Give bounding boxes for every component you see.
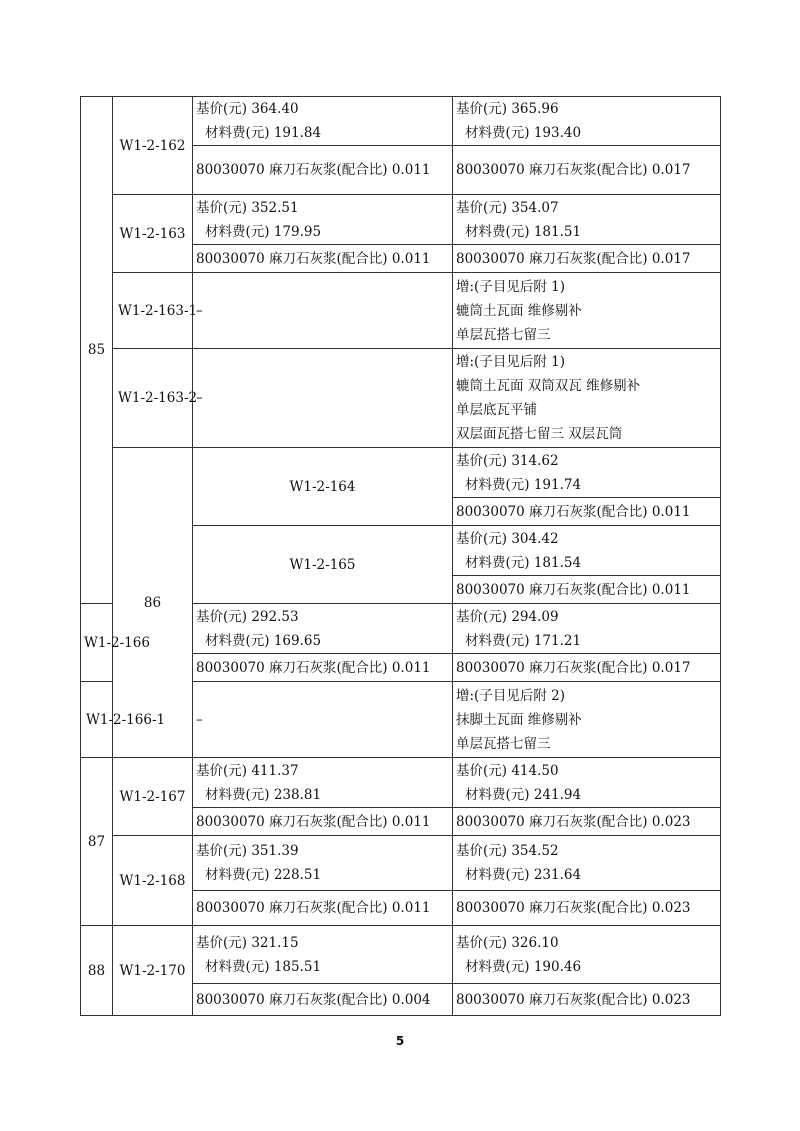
material-cost: 材料费(元) 231.64 bbox=[465, 867, 582, 883]
material-cost: 材料费(元) 190.46 bbox=[465, 958, 582, 975]
mix-label: 80030070 麻刀石灰浆(配合比) bbox=[196, 250, 388, 267]
note-line: 单层底瓦平铺 bbox=[456, 402, 537, 418]
mix-qty: 0.023 bbox=[651, 900, 691, 916]
base-price: 基价(元) 304.42 bbox=[456, 530, 559, 547]
new-price-cell bbox=[453, 836, 721, 891]
base-price: 基价(元) 321.15 bbox=[196, 934, 299, 951]
new-price-cell bbox=[453, 758, 721, 808]
item-code: W1-2-163-2 bbox=[113, 349, 193, 448]
material-cost: 材料费(元) 193.40 bbox=[465, 125, 582, 141]
group-number: 85 bbox=[81, 97, 113, 604]
mix-qty: 0.011 bbox=[391, 162, 431, 178]
material-cost: 材料费(元) 185.51 bbox=[205, 958, 322, 975]
mix-qty: 0.011 bbox=[651, 581, 691, 598]
old-empty-cell: – bbox=[193, 273, 453, 349]
mix-label: 80030070 麻刀石灰浆(配合比) bbox=[456, 503, 648, 520]
mix-qty: 0.023 bbox=[651, 991, 691, 1008]
note-line: 单层瓦搭七留三 bbox=[456, 326, 551, 343]
old-mix-cell bbox=[193, 245, 453, 273]
group-number: 88 bbox=[81, 926, 113, 1016]
base-price: 基价(元) 414.50 bbox=[456, 762, 559, 779]
note-line: 双层面瓦搭七留三 双层瓦筒 bbox=[456, 426, 623, 442]
note-line: 增:(子目见后附 1) bbox=[456, 354, 565, 370]
mix-label: 80030070 麻刀石灰浆(配合比) bbox=[456, 900, 648, 916]
note-line: 辘筒土瓦面 维修剔补 bbox=[456, 302, 582, 319]
old-mix-cell bbox=[453, 576, 721, 604]
base-price: 基价(元) 354.07 bbox=[456, 199, 559, 216]
old-price-cell bbox=[193, 836, 453, 891]
note-line: 单层瓦搭七留三 bbox=[456, 735, 551, 752]
mix-qty: 0.017 bbox=[651, 250, 691, 267]
mix-qty: 0.017 bbox=[651, 162, 691, 178]
material-cost: 材料费(元) 241.94 bbox=[465, 786, 582, 803]
mix-label: 80030070 麻刀石灰浆(配合比) bbox=[456, 659, 648, 676]
old-price-cell bbox=[193, 195, 453, 245]
mix-label: 80030070 麻刀石灰浆(配合比) bbox=[456, 250, 648, 267]
base-price: 基价(元) 354.52 bbox=[456, 843, 559, 859]
item-code: W1-2-166-1 bbox=[81, 682, 113, 758]
material-cost: 材料费(元) 169.65 bbox=[205, 632, 322, 649]
material-cost: 材料费(元) 171.21 bbox=[465, 632, 582, 649]
base-price: 基价(元) 351.39 bbox=[196, 843, 299, 859]
mix-label: 80030070 麻刀石灰浆(配合比) bbox=[196, 900, 388, 916]
group-number: 87 bbox=[81, 758, 113, 926]
group-number: 86 bbox=[113, 448, 193, 758]
base-price: 基价(元) 352.51 bbox=[196, 199, 299, 216]
material-cost: 材料费(元) 179.95 bbox=[205, 223, 322, 240]
material-cost: 材料费(元) 238.81 bbox=[205, 786, 322, 803]
old-mix-cell bbox=[453, 498, 721, 526]
mix-label: 80030070 麻刀石灰浆(配合比) bbox=[196, 991, 388, 1008]
material-cost: 材料费(元) 181.51 bbox=[465, 223, 582, 240]
old-empty-cell: – bbox=[193, 349, 453, 448]
old-price-cell bbox=[193, 97, 453, 146]
old-mix-cell bbox=[193, 984, 453, 1016]
item-code: W1-2-162 bbox=[113, 97, 193, 195]
material-cost: 材料费(元) 228.51 bbox=[205, 867, 322, 883]
mix-label: 80030070 麻刀石灰浆(配合比) bbox=[196, 162, 388, 178]
old-mix-cell bbox=[193, 808, 453, 836]
base-price: 基价(元) 326.10 bbox=[456, 934, 559, 951]
mix-label: 80030070 麻刀石灰浆(配合比) bbox=[456, 813, 648, 830]
mix-label: 80030070 麻刀石灰浆(配合比) bbox=[196, 813, 388, 830]
old-empty-cell: – bbox=[193, 682, 453, 758]
mix-label: 80030070 麻刀石灰浆(配合比) bbox=[456, 991, 648, 1008]
item-code: W1-2-168 bbox=[113, 836, 193, 926]
note-line: 抹脚土瓦面 维修剔补 bbox=[456, 711, 582, 728]
item-code: W1-2-170 bbox=[113, 926, 193, 1016]
addition-note bbox=[453, 273, 721, 349]
note-line: 辘筒土瓦面 双筒双瓦 维修剔补 bbox=[456, 378, 641, 394]
addition-note bbox=[453, 349, 721, 448]
material-cost: 材料费(元) 191.84 bbox=[205, 125, 322, 141]
old-price-cell bbox=[193, 926, 453, 984]
item-code: W1-2-167 bbox=[113, 758, 193, 836]
old-price-cell bbox=[193, 604, 453, 654]
new-price-cell bbox=[453, 604, 721, 654]
price-table bbox=[80, 96, 721, 1016]
new-mix-cell bbox=[453, 808, 721, 836]
mix-qty: 0.011 bbox=[651, 503, 691, 520]
old-mix-cell bbox=[193, 146, 453, 195]
new-price-cell bbox=[453, 926, 721, 984]
old-mix-cell bbox=[193, 891, 453, 926]
material-cost: 材料费(元) 191.74 bbox=[465, 476, 582, 493]
item-code: W1-2-163 bbox=[113, 195, 193, 273]
mix-qty: 0.023 bbox=[651, 813, 691, 830]
mix-qty: 0.017 bbox=[651, 659, 691, 676]
note-line: 增:(子目见后附 2) bbox=[456, 687, 565, 704]
new-mix-cell bbox=[453, 984, 721, 1016]
addition-note bbox=[453, 682, 721, 758]
material-cost: 材料费(元) 181.54 bbox=[465, 554, 582, 571]
item-code: W1-2-165 bbox=[193, 526, 453, 604]
new-mix-cell bbox=[453, 654, 721, 682]
mix-qty: 0.011 bbox=[391, 900, 431, 916]
old-price-cell bbox=[193, 758, 453, 808]
page-number: 5 bbox=[395, 1034, 405, 1048]
new-price-cell bbox=[453, 97, 721, 146]
base-price: 基价(元) 365.96 bbox=[456, 101, 559, 117]
mix-qty: 0.011 bbox=[391, 813, 431, 830]
base-price: 基价(元) 411.37 bbox=[196, 762, 299, 779]
old-price-cell bbox=[453, 526, 721, 576]
base-price: 基价(元) 314.62 bbox=[456, 452, 559, 469]
item-code: W1-2-166 bbox=[81, 604, 113, 682]
new-price-cell bbox=[453, 195, 721, 245]
item-code: W1-2-163-1 bbox=[113, 273, 193, 349]
note-line: 增:(子目见后附 1) bbox=[456, 278, 565, 295]
mix-label: 80030070 麻刀石灰浆(配合比) bbox=[196, 659, 388, 676]
old-mix-cell bbox=[193, 654, 453, 682]
mix-label: 80030070 麻刀石灰浆(配合比) bbox=[456, 581, 648, 598]
mix-qty: 0.011 bbox=[391, 659, 431, 676]
mix-qty: 0.004 bbox=[391, 991, 431, 1008]
new-mix-cell bbox=[453, 245, 721, 273]
new-mix-cell bbox=[453, 891, 721, 926]
item-code: W1-2-164 bbox=[193, 448, 453, 526]
base-price: 基价(元) 294.09 bbox=[456, 608, 559, 625]
base-price: 基价(元) 364.40 bbox=[196, 101, 299, 117]
old-price-cell bbox=[453, 448, 721, 498]
new-mix-cell bbox=[453, 146, 721, 195]
mix-label: 80030070 麻刀石灰浆(配合比) bbox=[456, 162, 648, 178]
base-price: 基价(元) 292.53 bbox=[196, 608, 299, 625]
mix-qty: 0.011 bbox=[391, 250, 431, 267]
